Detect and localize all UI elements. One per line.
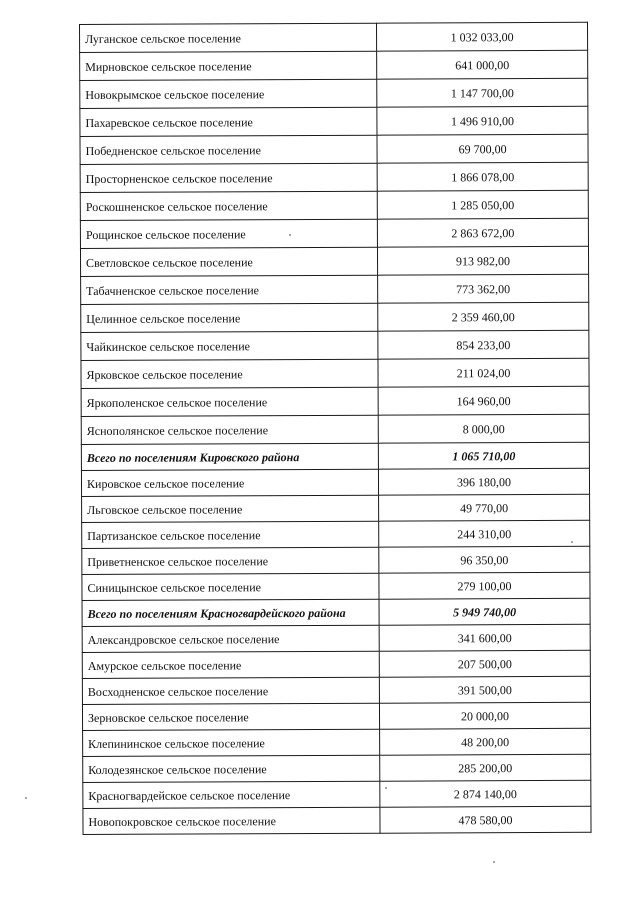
table-row: [80, 218, 588, 248]
settlement-name: Зерновское сельское поселение: [82, 703, 379, 730]
settlement-amount: 285 200,00: [380, 754, 591, 781]
settlement-name: Синицынское сельское поселение: [82, 573, 379, 600]
table-row: [82, 650, 590, 678]
table-row: [81, 274, 589, 304]
table-row: [83, 728, 591, 756]
settlement-amount: 913 982,00: [377, 246, 588, 275]
scan-speck: [571, 541, 573, 543]
table-row: [80, 78, 588, 108]
scan-speck: [385, 787, 387, 789]
district-total-label: Всего по поселениям Красногвардейского района: [82, 599, 379, 626]
settlement-amount: 164 960,00: [378, 386, 589, 415]
table-row: [82, 624, 590, 652]
settlement-name: Амурское сельское поселение: [82, 651, 379, 678]
settlement-name: Партизанское сельское поселение: [82, 521, 379, 548]
table-row: [83, 780, 591, 808]
settlement-name: Чайкинское сельское поселение: [81, 331, 378, 360]
settlement-name: Клепининское сельское поселение: [83, 729, 380, 756]
settlement-name: Просторненское сельское поселение: [80, 163, 377, 192]
table-row: [81, 330, 589, 360]
district-total-row: [81, 442, 589, 470]
settlement-amount: 391 500,00: [379, 676, 590, 703]
settlement-name: Яснополянское сельское поселение: [81, 415, 378, 444]
scan-speck: [493, 861, 495, 863]
table-row: [82, 676, 590, 704]
settlement-name: Восходненское сельское поселение: [82, 677, 379, 704]
settlement-amount: 2 863 672,00: [377, 218, 588, 247]
table-row: [81, 302, 589, 332]
table-row: [82, 520, 590, 548]
settlement-amount: 96 350,00: [379, 546, 590, 573]
table-row: [82, 572, 590, 600]
table-row: [80, 106, 588, 136]
settlement-name: Светловское сельское поселение: [80, 247, 377, 276]
settlement-name: Новокрымское сельское поселение: [80, 79, 377, 108]
table-row: [83, 754, 591, 782]
table-row: [80, 246, 588, 276]
table-row: [82, 494, 590, 522]
settlement-name: Приветненское сельское поселение: [82, 547, 379, 574]
settlement-name: Победненское сельское поселение: [80, 135, 377, 164]
settlement-amount: 20 000,00: [379, 702, 590, 729]
settlement-amount: 8 000,00: [378, 414, 589, 443]
settlement-amount: 341 600,00: [379, 624, 590, 651]
settlement-name: Табачненское сельское поселение: [81, 275, 378, 304]
table-row: [81, 358, 589, 388]
settlement-amount: 2 359 460,00: [378, 302, 589, 331]
settlement-name: Новопокровское сельское поселение: [83, 807, 380, 834]
table-row: [81, 414, 589, 444]
settlement-name: Луганское сельское поселение: [80, 23, 377, 52]
settlement-amount: 207 500,00: [379, 650, 590, 677]
settlement-amount: 641 000,00: [377, 50, 588, 79]
table-row: [80, 134, 588, 164]
settlement-amount: 69 700,00: [377, 134, 588, 163]
settlements-budget-table: [79, 22, 592, 835]
settlement-amount: 1 285 050,00: [377, 190, 588, 219]
settlement-amount: 1 147 700,00: [377, 78, 588, 107]
settlement-amount: 1 866 078,00: [377, 162, 588, 191]
table-row: [82, 546, 590, 574]
settlement-amount: 48 200,00: [380, 728, 591, 755]
table-row: [81, 468, 589, 496]
table-row: [80, 50, 588, 80]
settlement-name: Рощинское сельское поселение: [80, 219, 377, 248]
table-row: [80, 162, 588, 192]
district-total-row: [82, 598, 590, 626]
settlement-name: Роскошненское сельское поселение: [80, 191, 377, 220]
scan-speck: [25, 797, 27, 799]
settlement-name: Мирновское сельское поселение: [80, 51, 377, 80]
settlement-amount: 49 770,00: [379, 494, 590, 521]
settlement-amount: 854 233,00: [378, 330, 589, 359]
district-total-amount: 5 949 740,00: [379, 598, 590, 625]
settlement-amount: 1 032 033,00: [376, 22, 587, 51]
district-total-amount: 1 065 710,00: [378, 442, 589, 469]
settlement-amount: 2 874 140,00: [380, 780, 591, 807]
settlement-name: Красногвардейское сельское поселение: [83, 781, 380, 808]
settlement-name: Льговское сельское поселение: [82, 495, 379, 522]
settlement-name: Пахаревское сельское поселение: [80, 107, 377, 136]
scan-speck: [289, 234, 291, 236]
settlement-amount: 773 362,00: [378, 274, 589, 303]
settlement-name: Александровское сельское поселение: [82, 625, 379, 652]
settlement-amount: 1 496 910,00: [377, 106, 588, 135]
table-row: [80, 190, 588, 220]
settlement-amount: 211 024,00: [378, 358, 589, 387]
settlement-amount: 279 100,00: [379, 572, 590, 599]
settlement-name: Целинное сельское поселение: [81, 303, 378, 332]
settlement-name: Ярковское сельское поселение: [81, 359, 378, 388]
table-body: [80, 22, 592, 834]
settlement-amount: 478 580,00: [380, 806, 591, 833]
settlement-name: Кировское сельское поселение: [81, 469, 378, 496]
table-row: [82, 702, 590, 730]
district-total-label: Всего по поселениям Кировского района: [81, 443, 378, 470]
table-row: [80, 22, 588, 52]
table-row: [81, 386, 589, 416]
settlement-amount: 244 310,00: [379, 520, 590, 547]
table-row: [83, 806, 591, 834]
settlement-name: Яркополенское сельское поселение: [81, 387, 378, 416]
settlement-amount: 396 180,00: [378, 468, 589, 495]
settlement-name: Колодезянское сельское поселение: [83, 755, 380, 782]
